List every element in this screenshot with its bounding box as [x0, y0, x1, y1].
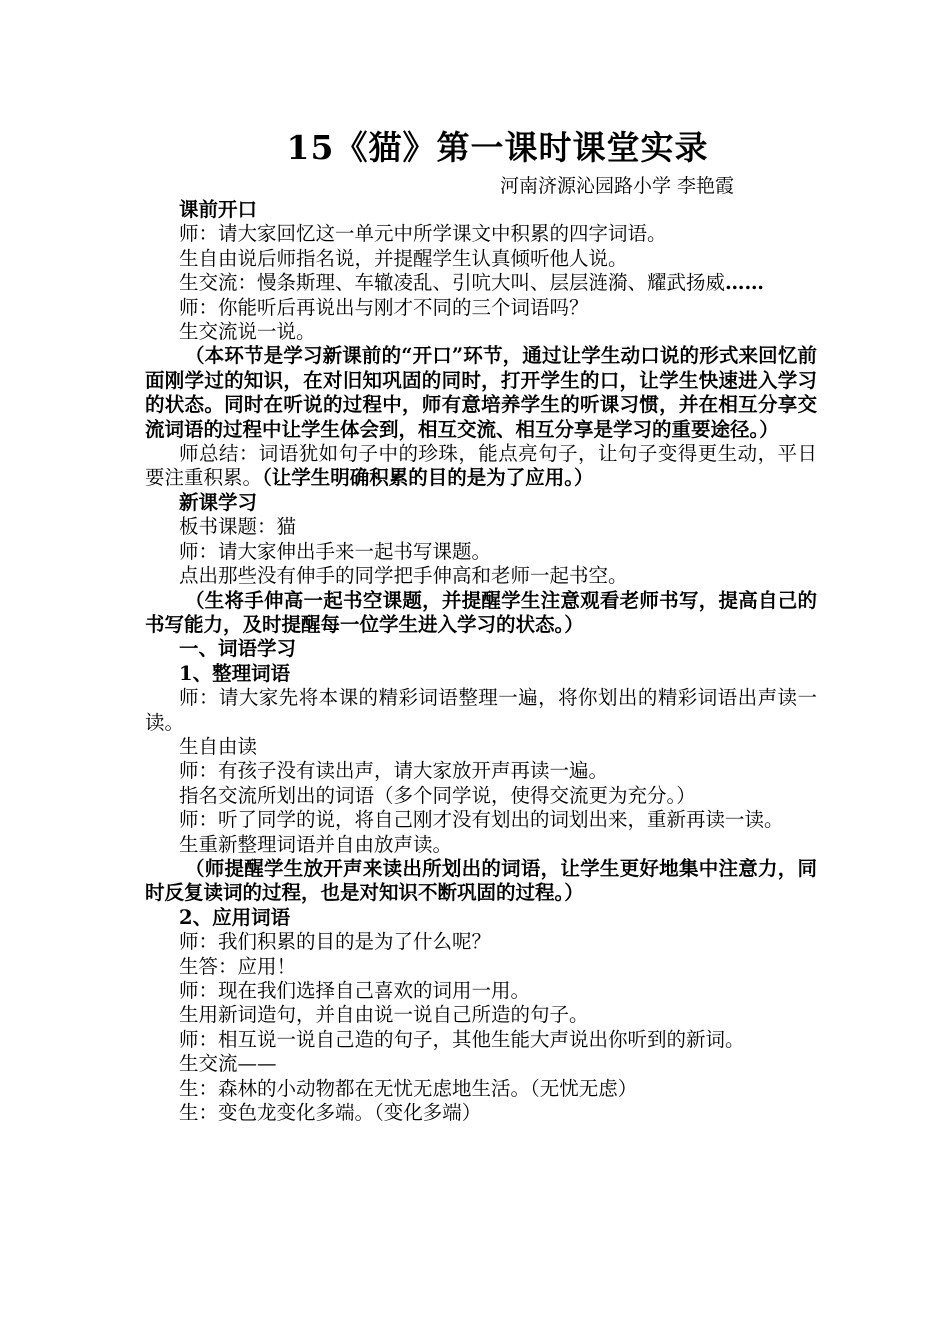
- bold-text: （让学生明确积累的目的是为了应用。）: [262, 466, 594, 490]
- text: 生交流说一说。: [179, 320, 316, 344]
- bold-text: （本环节是学习新课前的“开口”环节，通过让学生动口说的形式来回忆前面刚学过的知识，在对旧知巩固的同时，打开学生的口，让学生快速进入学习的状态。同时在听说的过程中，师有意培养学生的听课习惯，并在相互分享交流词语的过程中让学生体会到，相互交流、相互分享是学习的重要途径。）: [145, 344, 817, 441]
- body-paragraph: [145, 1101, 817, 1125]
- body-paragraph: [145, 271, 817, 295]
- text: 师：相互说一说自己造的句子，其他生能大声说出你听到的新词。: [179, 1027, 745, 1051]
- text: 点出那些没有伸手的同学把手伸高和老师一起书空。: [179, 564, 628, 588]
- document-body: [145, 198, 817, 1125]
- commentary-paragraph: [145, 589, 817, 638]
- text: 师总结：词语犹如句子中的珍珠，能点亮句子，让句子变得更生动，平日要注重积累。: [145, 442, 817, 490]
- text: 生重新整理词语并自由放声读。: [179, 832, 453, 856]
- bold-text: 课前开口: [179, 198, 258, 221]
- text: 师：听了同学的说，将自己刚才没有划出的词划出来，重新再读一读。: [179, 808, 784, 832]
- commentary-paragraph: [145, 344, 817, 442]
- text: 师：你能听后再说出与刚才不同的三个词语吗？: [179, 295, 589, 319]
- bold-text: ……: [725, 271, 765, 295]
- section-heading: [145, 906, 817, 930]
- body-paragraph: [145, 979, 817, 1003]
- text: 师：有孩子没有读出声，请大家放开声再读一遍。: [179, 759, 609, 783]
- text: 生交流——: [179, 1052, 277, 1076]
- body-paragraph: [145, 1077, 817, 1101]
- bold-text: （师提醒学生放开声来读出所划出的词语，让学生更好地集中注意力，同时反复读词的过程，也是对知识不断巩固的过程。）: [145, 856, 817, 905]
- text: 师：我们积累的目的是为了什么呢？: [179, 930, 492, 954]
- body-paragraph: [145, 564, 817, 588]
- bold-text: 一、词语学习: [179, 637, 297, 661]
- text: 生自由说后师指名说，并提醒学生认真倾听他人说。: [179, 246, 628, 270]
- text: 师：请大家伸出手来一起书写课题。: [179, 539, 492, 563]
- text: 生用新词造句，并自由说一说自己所造的句子。: [179, 1003, 589, 1027]
- body-paragraph: [145, 833, 817, 857]
- bold-text: 2、应用词语: [179, 905, 291, 929]
- body-paragraph: [145, 247, 817, 271]
- text: 指名交流所划出的词语（多个同学说，使得交流更为充分。）: [179, 783, 696, 807]
- body-paragraph: [145, 955, 817, 979]
- text: 生：森林的小动物都在无忧无虑地生活。（无忧无虑）: [179, 1076, 638, 1100]
- section-heading: [145, 637, 817, 661]
- text: 师：请大家回忆这一单元中所学课文中积累的四字词语。: [179, 222, 667, 246]
- body-paragraph: [145, 1028, 817, 1052]
- bold-text: （生将手伸高一起书空课题，并提醒学生注意观看老师书写，提高自己的书写能力，及时提醒每一位学生进入学习的状态。）: [145, 588, 817, 636]
- bold-text: 1、整理词语: [179, 661, 291, 685]
- body-paragraph: [145, 296, 817, 320]
- text: 板书课题：猫: [179, 515, 297, 539]
- section-heading: [145, 198, 817, 222]
- section-heading: [145, 491, 817, 515]
- text: 生自由读: [179, 734, 258, 758]
- body-paragraph: [145, 808, 817, 832]
- text: 生：变色龙变化多端。（变化多端）: [179, 1101, 482, 1125]
- document-title: 15《猫》第一课时课堂实录: [286, 128, 709, 167]
- body-paragraph: [145, 759, 817, 783]
- section-heading: [145, 662, 817, 686]
- body-paragraph: [145, 784, 817, 808]
- body-paragraph: [145, 540, 817, 564]
- bold-text: 新课学习: [179, 490, 258, 514]
- body-paragraph: [145, 930, 817, 954]
- body-paragraph: [145, 320, 817, 344]
- text: 生交流：慢条斯理、车辙凌乱、引吭大叫、层层涟漪、耀武扬威: [179, 271, 726, 295]
- body-paragraph: [145, 442, 817, 491]
- body-paragraph: [145, 1003, 817, 1027]
- text: 生答：应用！: [179, 954, 297, 978]
- body-paragraph: [145, 735, 817, 759]
- author-line: 河南济源沁园路小学 李艳霞: [500, 175, 735, 197]
- commentary-paragraph: [145, 857, 817, 906]
- body-paragraph: [145, 1052, 817, 1076]
- text: 师：请大家先将本课的精彩词语整理一遍，将你划出的精彩词语出声读一读。: [145, 686, 817, 734]
- body-paragraph: [145, 222, 817, 246]
- body-paragraph: [145, 515, 817, 539]
- text: 师：现在我们选择自己喜欢的词用一用。: [179, 979, 531, 1002]
- body-paragraph: [145, 686, 817, 735]
